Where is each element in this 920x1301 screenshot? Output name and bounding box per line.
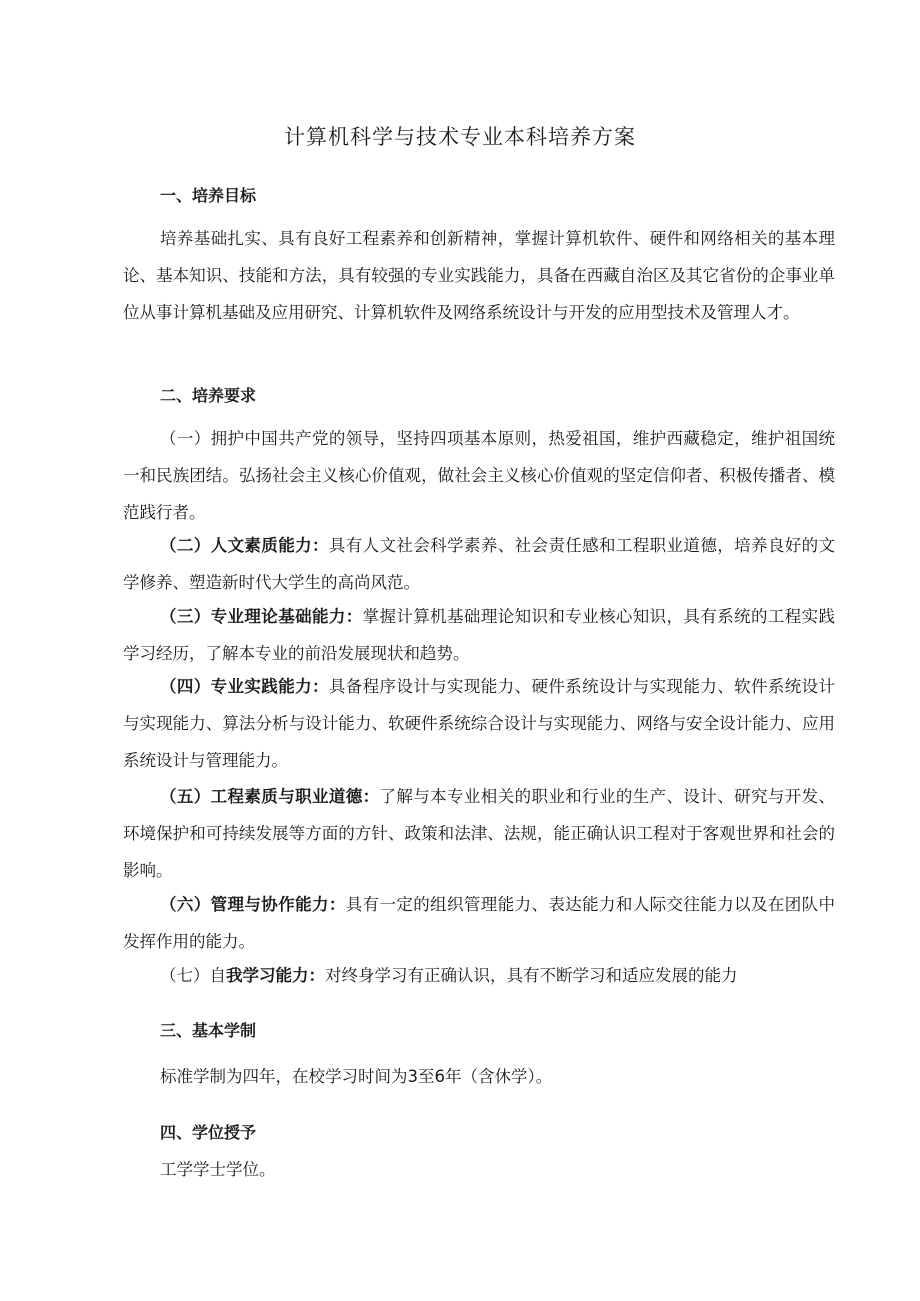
- degree-paragraph: 工学学士学位。: [160, 1160, 276, 1179]
- requirement-text: 对终身学习有正确认识，具有不断学习和适应发展的能力: [325, 966, 738, 985]
- goal-paragraph: 培养基础扎实、具有良好工程素养和创新精神，掌握计算机软件、硬件和网络相关的基本理论、基本知识、技能和方法，具有较强的专业实践能力，具备在西藏自治区及其它省份的企事业单位从事计算机基础及应用研究、计算机软件及网络系统设计与开发的应用型技术及管理人才。: [123, 229, 835, 322]
- requirement-text: 了解与本专业相关的职业和行业的生产、设计、研究与开发、环境保护和可持续发展等方面的方针、政策和法津、法规，能正确认识工程对于客观世界和社会的影响。: [123, 787, 836, 880]
- requirement-label: （一）: [160, 429, 211, 448]
- requirement-item-2: [123, 527, 835, 601]
- requirement-text: 具有人文社会科学素养、社会责任感和工程职业道德，培养良好的文学修养、塑造新时代大学生的高尚风范。: [123, 536, 836, 592]
- requirement-text: 具备程序设计与实现能力、硬件系统设计与实现能力、软件系统设计与实现能力、算法分析与设计能力、软硬件系统综合设计与实现能力、网络与安全设计能力、应用系统设计与管理能力。: [123, 677, 836, 770]
- requirement-item-5: [123, 778, 835, 889]
- requirement-item-6: [123, 886, 835, 960]
- document-title: 计算机科学与技术专业本科培养方案: [284, 125, 636, 149]
- section-heading-requirements: 二、培养要求: [160, 386, 257, 405]
- requirement-text: 掌握计算机基础理论知识和专业核心知识，具有系统的工程实践学习经历，了解本专业的前沿发展现状和趋势。: [123, 607, 836, 663]
- requirement-label-plain: （七）自: [160, 966, 226, 985]
- duration-paragraph: 标准学制为四年，在校学习时间为3至6年（含休学）。: [160, 1067, 553, 1086]
- requirement-text: 拥护中国共产党的领导，坚持四项基本原则，热爱祖国，维护西藏稳定，维护祖国统一和民族团结。弘扬社会主义核心价值观，做社会主义核心价值观的坚定信仰者、积极传播者、模范践行者。: [123, 429, 836, 522]
- requirement-text: 具有一定的组织管理能力、表达能力和人际交往能力以及在团队中发挥作用的能力。: [123, 895, 836, 951]
- requirement-item-3: [123, 598, 835, 672]
- requirement-label: （五）工程素质与职业道德：: [160, 787, 380, 806]
- requirement-item-1: [123, 420, 835, 531]
- requirement-item-4: [123, 668, 835, 779]
- requirement-label: （三）专业理论基础能力：: [160, 607, 363, 626]
- requirement-label: （六）管理与协作能力：: [160, 895, 346, 914]
- requirement-label: 我学习能力：: [226, 966, 325, 985]
- requirement-item-7: [123, 957, 835, 994]
- section-heading-goal: 一、培养目标: [160, 186, 257, 205]
- requirement-label: （二）人文素质能力：: [160, 536, 329, 555]
- section-heading-duration: 三、基本学制: [160, 1021, 257, 1040]
- requirement-label: （四）专业实践能力：: [160, 677, 329, 696]
- section-heading-degree: 四、学位授予: [160, 1123, 257, 1142]
